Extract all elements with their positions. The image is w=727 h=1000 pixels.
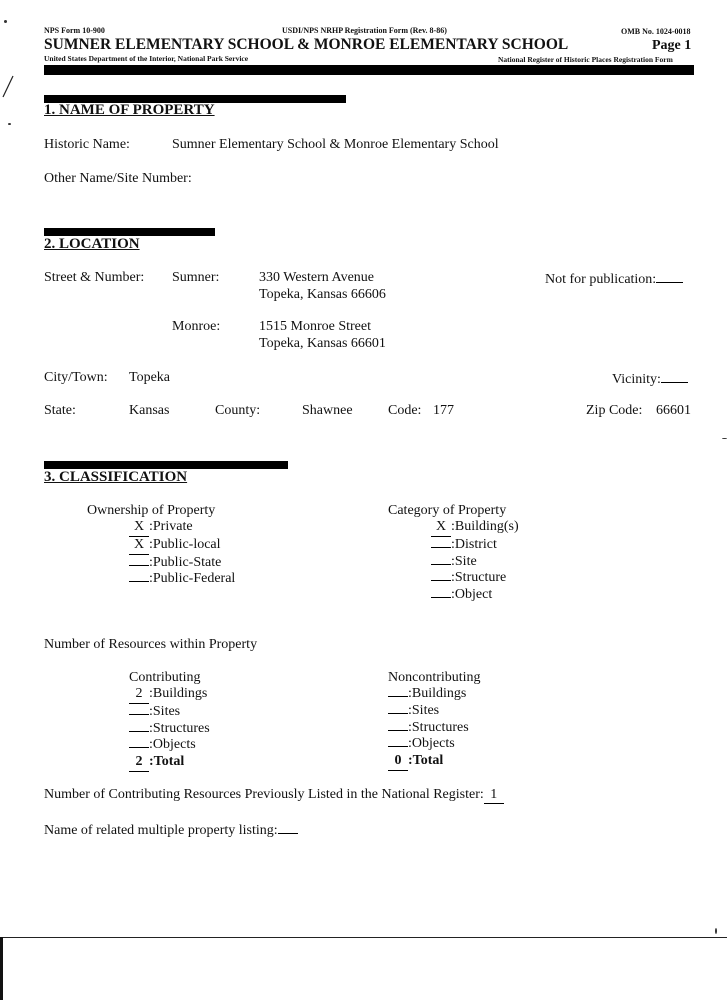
scan-speck	[4, 20, 7, 23]
city-label: City/Town:	[44, 370, 108, 385]
noncontributing-mark	[388, 713, 408, 714]
page-number: Page 1	[652, 38, 692, 53]
contributing-buildings	[129, 686, 210, 704]
scan-speck	[722, 438, 727, 439]
category-label: :Structure	[451, 570, 507, 586]
vicinity-label: Vicinity:	[612, 372, 661, 387]
county-label: County:	[215, 403, 261, 418]
sumner-label: Sumner:	[172, 270, 220, 285]
section3-bar	[44, 461, 288, 469]
sumner-address-line2: Topeka, Kansas 66606	[259, 287, 386, 302]
scan-left-edge	[0, 937, 3, 1000]
monroe-address-line1: 1515 Monroe Street	[259, 319, 371, 334]
noncontributing-sites	[388, 703, 469, 720]
ownership-label: :Private	[149, 519, 193, 534]
zip-value: 66601	[656, 403, 691, 418]
noncontributing-mark	[388, 730, 408, 731]
contributing-label: :Structures	[149, 720, 210, 736]
section2-heading: 2. LOCATION	[44, 236, 140, 252]
ownership-mark	[129, 581, 149, 582]
category-item-object	[431, 587, 519, 604]
ownership-item-public-local	[129, 537, 235, 555]
ownership-item-private	[129, 519, 235, 537]
multiple-property-listing	[44, 821, 298, 839]
scan-mark-left	[0, 72, 16, 100]
category-list	[431, 519, 519, 604]
multiple-property-label: Name of related multiple property listing:	[44, 823, 278, 838]
category-label: :Building(s)	[451, 519, 519, 534]
form-number: NPS Form 10-900	[44, 26, 105, 35]
scan-bottom-edge	[0, 937, 727, 938]
previously-listed	[44, 787, 504, 804]
vicinity-blank	[661, 370, 688, 383]
noncontributing-title: Noncontributing	[388, 670, 481, 685]
contributing-structures	[129, 721, 210, 738]
registration-form-rev: USDI/NPS NRHP Registration Form (Rev. 8-86)	[282, 26, 447, 35]
category-label: :Site	[451, 553, 477, 569]
header-rule	[44, 65, 694, 75]
department-line: United States Department of the Interior, National Park Service	[44, 54, 249, 63]
ownership-item-public-federal	[129, 571, 235, 588]
contributing-label: :Sites	[149, 703, 181, 719]
contributing-objects	[129, 737, 210, 754]
previously-listed-label: Number of Contributing Resources Previously Listed in the National Register:	[44, 787, 484, 802]
contributing-title: Contributing	[129, 670, 201, 685]
contributing-sites	[129, 704, 210, 721]
not-for-publication-label: Not for publication:	[545, 272, 657, 287]
contributing-label: :Objects	[149, 737, 196, 753]
section3-heading: 3. CLASSIFICATION	[44, 469, 188, 485]
category-mark	[431, 597, 451, 598]
code-value: 177	[433, 403, 454, 418]
vicinity	[612, 370, 688, 388]
noncontributing-buildings	[388, 686, 469, 703]
register-line: National Register of Historic Places Registration Form	[498, 55, 673, 64]
noncontributing-label: :Structures	[408, 719, 469, 735]
contributing-mark: 2	[129, 686, 149, 704]
ownership-label: :Public-Federal	[149, 571, 236, 587]
ownership-list	[129, 519, 235, 588]
contributing-mark: 2	[129, 754, 149, 772]
contributing-total	[129, 754, 210, 772]
category-label: :District	[451, 536, 497, 552]
contributing-label: :Total	[149, 754, 185, 770]
noncontributing-label: :Objects	[408, 736, 455, 752]
category-item-structure	[431, 570, 519, 587]
category-mark	[431, 564, 451, 565]
monroe-label: Monroe:	[172, 319, 221, 334]
not-for-publication-blank	[656, 270, 683, 283]
contributing-mark	[129, 747, 149, 748]
noncontributing-label: :Buildings	[408, 686, 467, 701]
omb-number: OMB No. 1024-0018	[621, 27, 691, 36]
monroe-address-line2: Topeka, Kansas 66601	[259, 336, 386, 351]
code-label: Code:	[388, 403, 422, 418]
noncontributing-mark	[388, 746, 408, 747]
scan-speck	[715, 928, 717, 934]
ownership-label: :Public-local	[149, 536, 221, 552]
street-label: Street & Number:	[44, 270, 145, 285]
category-mark	[431, 547, 451, 548]
noncontributing-structures	[388, 720, 469, 737]
sumner-address-line1: 330 Western Avenue	[259, 270, 374, 285]
category-item-district	[431, 537, 519, 554]
category-item-site	[431, 554, 519, 571]
contributing-mark	[129, 714, 149, 715]
ownership-item-public-state	[129, 555, 235, 572]
category-title: Category of Property	[388, 503, 507, 518]
category-mark: X	[431, 519, 451, 537]
contributing-label: :Buildings	[149, 686, 208, 701]
section2-bar	[44, 228, 215, 236]
noncontributing-label: :Sites	[408, 702, 440, 718]
multiple-property-blank	[278, 821, 298, 834]
historic-name-label: Historic Name:	[44, 137, 130, 152]
contributing-list	[129, 686, 210, 772]
ownership-title: Ownership of Property	[87, 503, 216, 518]
section1-heading: 1. NAME OF PROPERTY	[44, 102, 215, 118]
contributing-mark	[129, 731, 149, 732]
noncontributing-list	[388, 686, 469, 771]
resources-title: Number of Resources within Property	[44, 637, 258, 652]
category-mark	[431, 580, 451, 581]
state-value: Kansas	[129, 403, 170, 418]
zip-label: Zip Code:	[586, 403, 643, 418]
ownership-mark	[129, 565, 149, 566]
city-value: Topeka	[129, 370, 171, 385]
ownership-label: :Public-State	[149, 554, 222, 570]
noncontributing-total	[388, 753, 469, 771]
not-for-publication	[545, 270, 683, 288]
previously-listed-value: 1	[484, 787, 504, 804]
noncontributing-objects	[388, 736, 469, 753]
noncontributing-label: :Total	[408, 753, 444, 769]
ownership-mark: X	[129, 537, 149, 555]
noncontributing-mark	[388, 696, 408, 697]
noncontributing-mark: 0	[388, 753, 408, 771]
other-name-label: Other Name/Site Number:	[44, 171, 192, 186]
ownership-mark: X	[129, 519, 149, 537]
state-label: State:	[44, 403, 76, 418]
document-title: SUMNER ELEMENTARY SCHOOL & MONROE ELEMENTARY SCHOOL	[44, 36, 569, 53]
scan-speck	[8, 123, 11, 125]
category-label: :Object	[451, 587, 493, 603]
county-value: Shawnee	[302, 403, 353, 418]
historic-name-value: Sumner Elementary School & Monroe Elementary School	[172, 137, 499, 152]
category-item-buildings	[431, 519, 519, 537]
